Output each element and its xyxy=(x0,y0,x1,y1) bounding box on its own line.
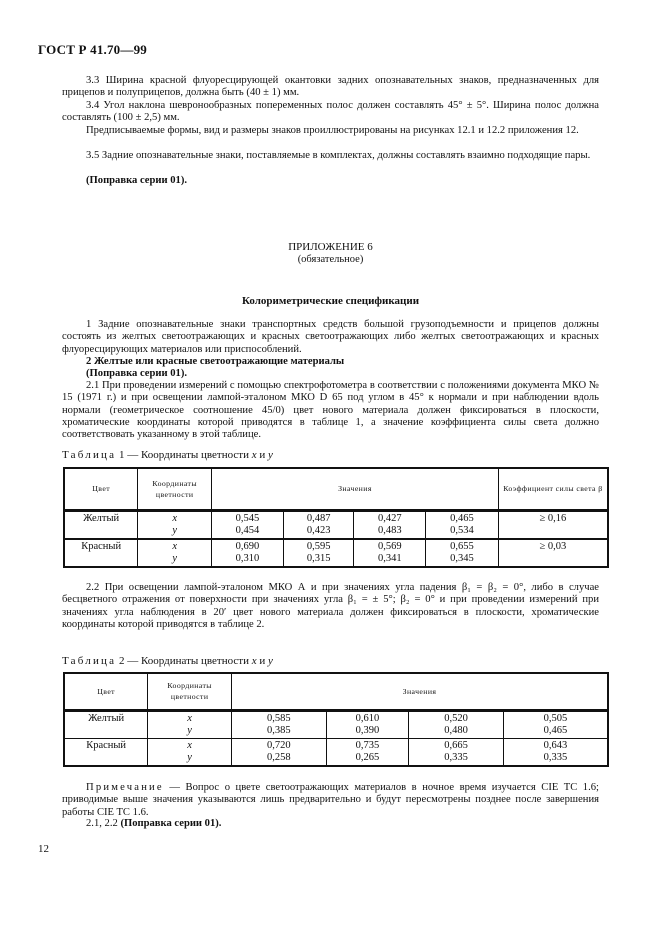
final-amendment: 2.1, 2.2 (Поправка серии 01). xyxy=(86,818,222,829)
paragraph-2-1: 2.1 При проведении измерений с помощью спектрофотометра в соответствии с положениями документа МКО № 15 (1971 г.) и при освещении лампой-эталоном МКО D 65 под углом в 45° к нормали и при наблюдении вдоль нормали (геометрическое соотношение 45/0) цвет нового материала должен фиксироваться в плоскости, хроматические координаты которой приводятся в таблице 1, а значение коэффициента силы света должно соответствовать указанному в этой таблице. xyxy=(62,380,599,441)
table2-header-color: Цвет xyxy=(64,673,148,710)
paragraph-2-2: 2.2 При освещении лампой-эталоном МКО А и при значениях угла падения β₁ = β₂ = 0°, либо в случае бесцветного отражения от поверхности при значениях угла β₁ = ± 5°; β₂ = 0° и при проведении измерений при значениях угла наблюдения в 20′ цвет нового материала должен фиксироваться в плоскости, хроматические координаты которой приводятся в таблице 2. xyxy=(62,582,599,630)
appendix-heading: Колориметрические спецификации xyxy=(241,295,420,307)
document-header: ГОСТ Р 41.70—99 xyxy=(38,42,147,57)
table2-row-red: Красный x y 0,720 0,258 0,735 0,265 0,665 0,335 0,643 0,335 xyxy=(64,738,608,766)
paragraph-3-4: 3.4 Угол наклона шевронообразных попеременных полос должен составлять 45° ± 5°. Ширина полос должна составлять (100 ± 2,5) мм. xyxy=(62,100,599,124)
table1-header-coords: Координаты цветности xyxy=(138,468,212,510)
paragraph-2-heading: 2 Желтые или красные светоотражающие материалы xyxy=(86,356,345,367)
table1-header-values: Значения xyxy=(212,468,499,510)
table2-header-values: Значения xyxy=(232,673,608,710)
appendix-subtitle: (обязательное) xyxy=(297,254,364,265)
page-number: 12 xyxy=(38,843,49,855)
table2-row-yellow: Желтый x y 0,585 0,385 0,610 0,390 0,520 0,480 0,505 0,465 xyxy=(64,710,608,738)
table2-caption: Таблица 2 — Координаты цветности x и y xyxy=(62,655,273,667)
paragraph-3-3: 3.3 Ширина красной флуоресцирующей окантовки задних опознавательных знаков, предназначенных для прицепов и полуприцепов, должна быть (40 ± 1) мм. xyxy=(62,75,599,99)
table1-header-coef: Коэффициент силы света β xyxy=(498,468,608,510)
note-paragraph: Примечание — Вопрос о цвете светоотражающих материалов в ночное время изучается CIE TC 1.6; приводимые выше значения указываются лишь предварительно и будут пересмотрены позднее после завершения работы CIE TC 1.6. xyxy=(62,782,599,818)
table2-chromaticity xyxy=(63,672,609,767)
appendix-title: ПРИЛОЖЕНИЕ 6 xyxy=(288,241,373,253)
amendment-note: (Поправка серии 01). xyxy=(86,175,188,186)
paragraph-forms: Предписываемые формы, вид и размеры знаков проиллюстрированы на рисунках 12.1 и 12.2 приложения 12. xyxy=(86,125,579,136)
table1-header-color: Цвет xyxy=(64,468,138,510)
paragraph-3-5: 3.5 Задние опознавательные знаки, поставляемые в комплектах, должны составлять взаимно подходящие пары. xyxy=(86,150,591,161)
paragraph-1: 1 Задние опознавательные знаки транспортных средств большой грузоподъемности и прицепов должны состоять из желтых светоотражающих и красных светоотражающих либо желтых светоотражающих и красных флуоресцирующих материалов или приспособлений. xyxy=(62,319,599,355)
table1-row-red: Красный x y 0,690 0,310 0,595 0,315 0,569 0,341 0,655 0,345 ≥ 0,03 xyxy=(64,539,608,567)
table1-caption: Таблица 1 — Координаты цветности x и y xyxy=(62,449,273,461)
table2-header-coords: Координаты цветности xyxy=(148,673,232,710)
table1-row-yellow: Желтый x y 0,545 0,454 0,487 0,423 0,427 0,483 0,465 0,534 ≥ 0,16 xyxy=(64,510,608,539)
paragraph-2-amendment: (Поправка серии 01). xyxy=(86,368,188,379)
table1-chromaticity xyxy=(63,467,609,568)
